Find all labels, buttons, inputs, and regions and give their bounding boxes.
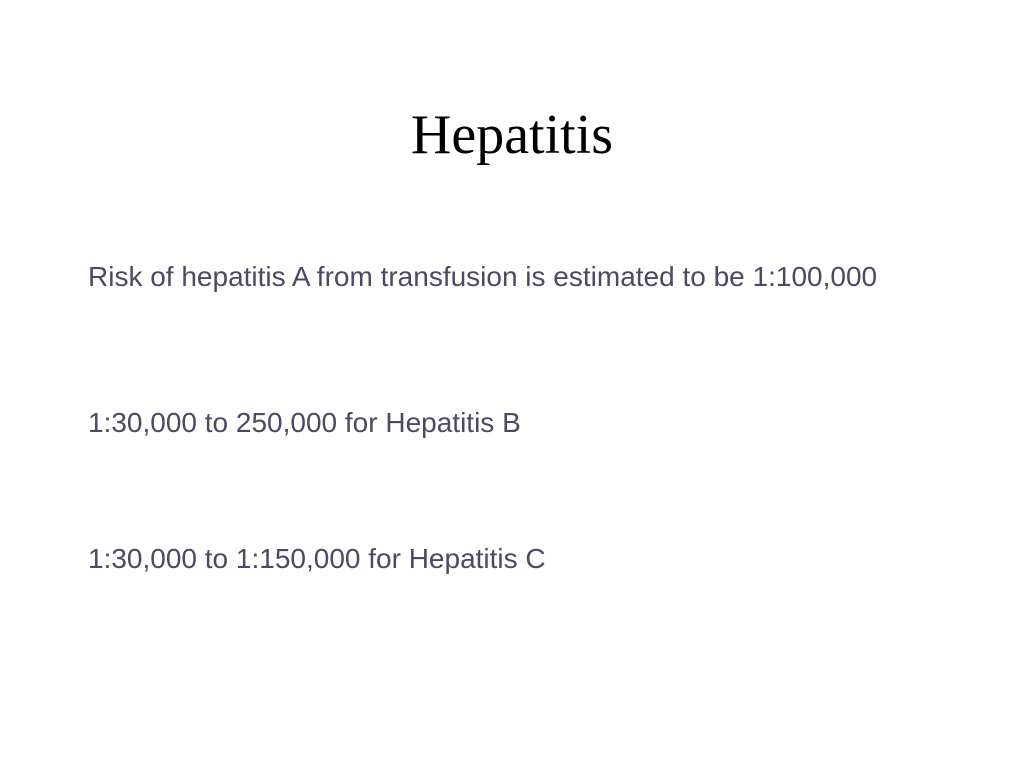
paragraph-hepatitis-b: 1:30,000 to 250,000 for Hepatitis B — [88, 407, 521, 438]
paragraph-hepatitis-c: 1:30,000 to 1:150,000 for Hepatitis C — [88, 543, 546, 574]
paragraph-hepatitis-a: Risk of hepatitis A from transfusion is estimated to be 1:100,000 — [88, 261, 878, 292]
slide-title: Hepatitis — [410, 104, 614, 166]
